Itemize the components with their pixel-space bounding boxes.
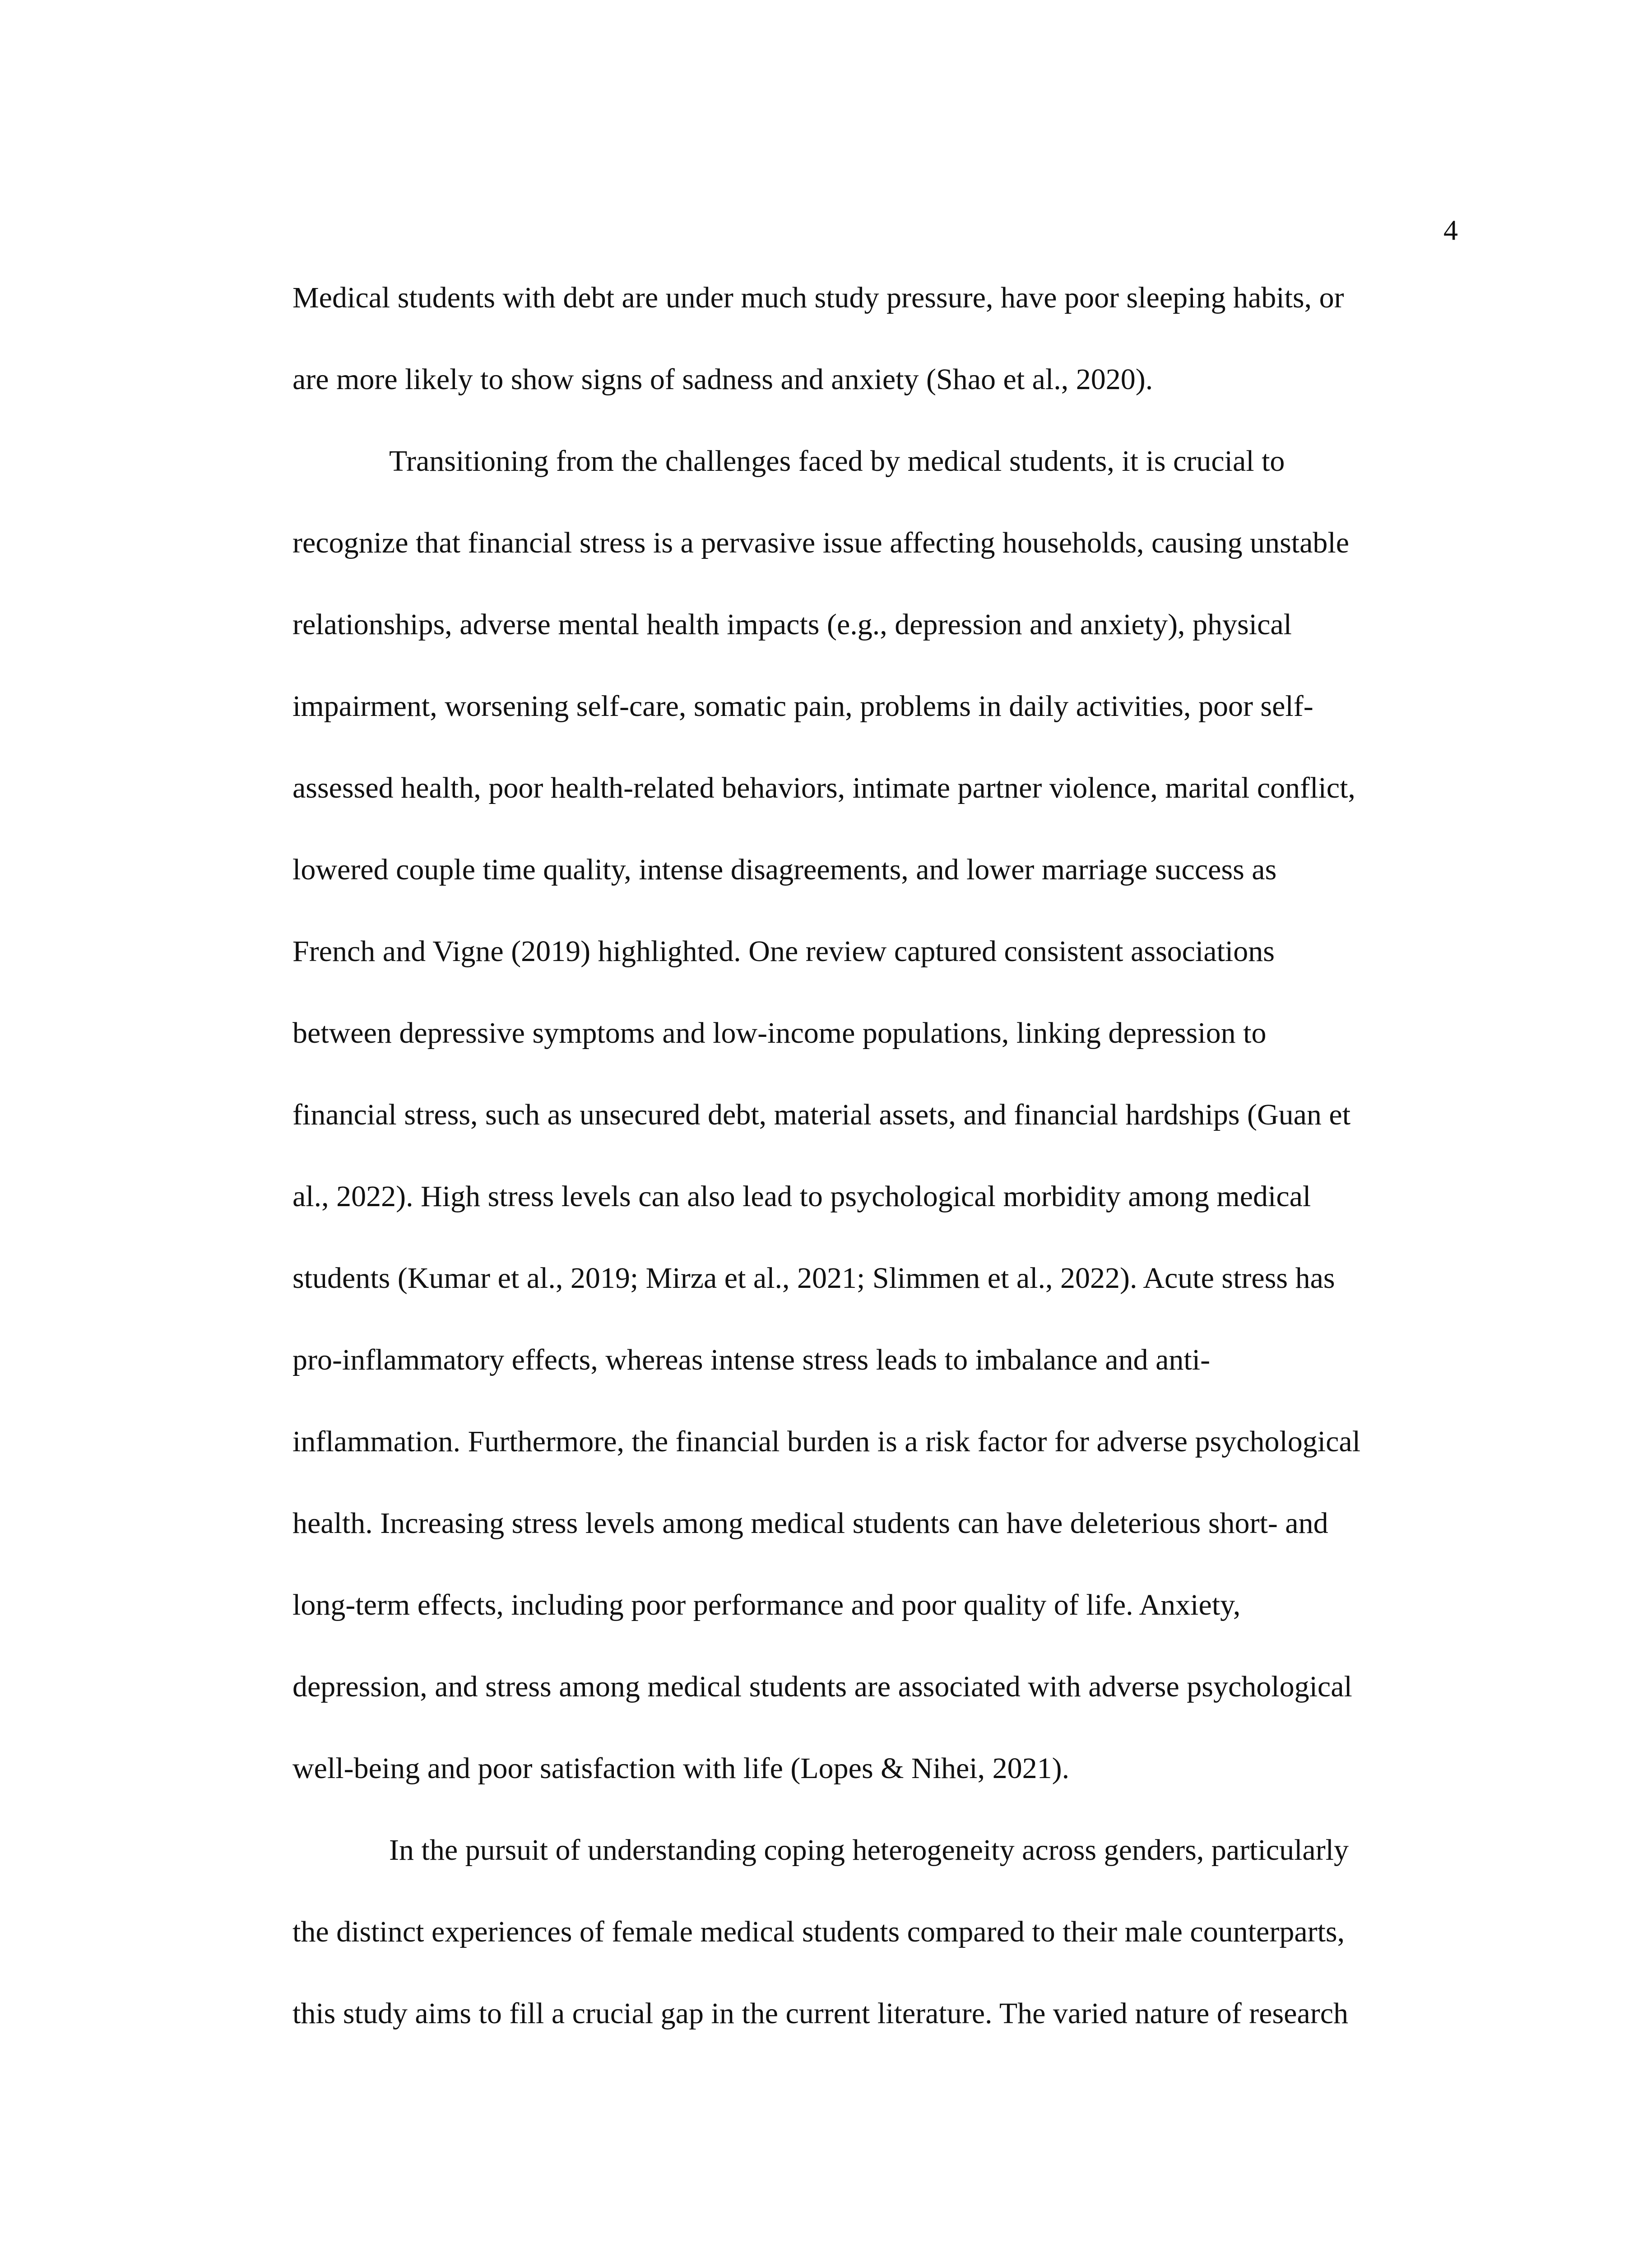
page-number: 4	[1443, 214, 1458, 246]
text-line: students (Kumar et al., 2019; Mirza et al., 2021; Slimmen et al., 2022). Acute stress has	[292, 1262, 1335, 1295]
text-line: are more likely to show signs of sadness and anxiety (Shao et al., 2020).	[292, 363, 1153, 396]
text-line: financial stress, such as unsecured debt, material assets, and financial hardships (Guan et	[292, 1098, 1351, 1131]
text-line: Transitioning from the challenges faced by medical students, it is crucial to	[389, 445, 1285, 478]
text-line: French and Vigne (2019) highlighted. One review captured consistent associations	[292, 935, 1275, 968]
text-line: relationships, adverse mental health impacts (e.g., depression and anxiety), physical	[292, 608, 1292, 641]
text-line: Medical students with debt are under much study pressure, have poor sleeping habits, or	[292, 281, 1344, 314]
text-line: health. Increasing stress levels among medical students can have deleterious short- and	[292, 1507, 1328, 1540]
text-line: pro-inflammatory effects, whereas intense stress leads to imbalance and anti-	[292, 1343, 1211, 1376]
text-line: impairment, worsening self-care, somatic pain, problems in daily activities, poor self-	[292, 690, 1313, 723]
text-line: assessed health, poor health-related behaviors, intimate partner violence, marital conflict,	[292, 771, 1355, 804]
text-line: recognize that financial stress is a pervasive issue affecting households, causing unstable	[292, 526, 1350, 559]
text-line: the distinct experiences of female medical students compared to their male counterparts,	[292, 1915, 1345, 1948]
text-line: lowered couple time quality, intense disagreements, and lower marriage success as	[292, 853, 1277, 886]
text-line: depression, and stress among medical students are associated with adverse psychological	[292, 1670, 1352, 1703]
text-line: well-being and poor satisfaction with life (Lopes & Nihei, 2021).	[292, 1752, 1070, 1785]
text-line: long-term effects, including poor performance and poor quality of life. Anxiety,	[292, 1588, 1241, 1621]
text-line: In the pursuit of understanding coping heterogeneity across genders, particularly	[389, 1834, 1349, 1867]
text-line: between depressive symptoms and low-income populations, linking depression to	[292, 1017, 1267, 1050]
text-line: al., 2022). High stress levels can also lead to psychological morbidity among medical	[292, 1180, 1311, 1213]
text-line: inflammation. Furthermore, the financial burden is a risk factor for adverse psychological	[292, 1425, 1361, 1458]
text-line: this study aims to fill a crucial gap in the current literature. The varied nature of research	[292, 1997, 1349, 2030]
